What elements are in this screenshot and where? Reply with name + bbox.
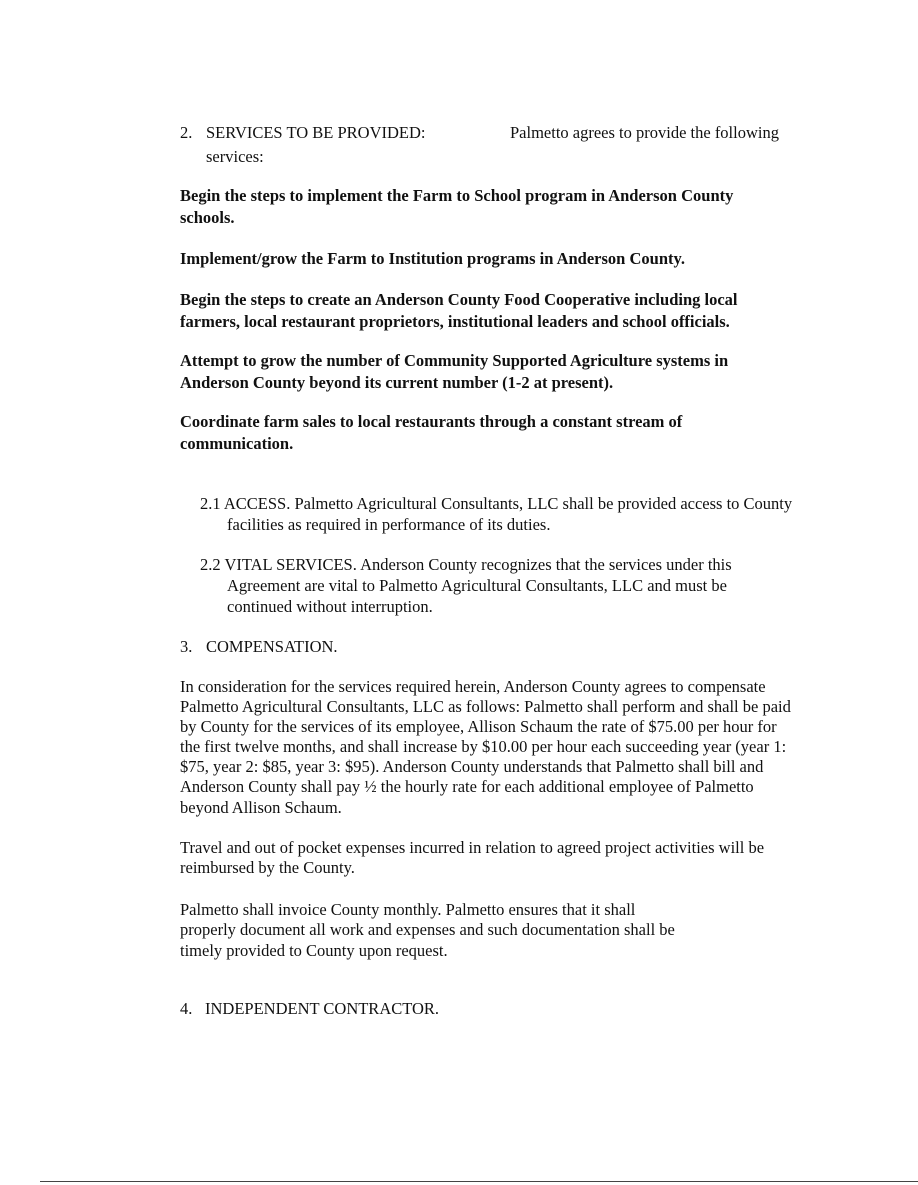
compensation-para-2-line-1: Travel and out of pocket expenses incurred in relation to agreed project activities will be: [180, 838, 765, 857]
compensation-para-1-line-3: by County for the services of its employee, Allison Schaum the rate of $75.00 per hour for: [180, 717, 777, 736]
section-2-number: 2.: [180, 123, 193, 142]
section-3-number: 3.: [180, 637, 193, 656]
compensation-para-1-line-5: $75, year 2: $85, year 3: $95). Anderson County understands that Palmetto shall bill and: [180, 757, 764, 776]
subsection-2-2-line-2: Agreement are vital to Palmetto Agricultural Consultants, LLC and must be: [227, 576, 727, 595]
compensation-para-1-line-1: In consideration for the services required herein, Anderson County agrees to compensate: [180, 677, 766, 696]
subsection-2-1-line-2: facilities as required in performance of its duties.: [227, 515, 551, 534]
service-item-5-line-1: Coordinate farm sales to local restaurants through a constant stream of: [180, 412, 683, 431]
subsection-2-2-line-1: 2.2 VITAL SERVICES. Anderson County recognizes that the services under this: [200, 555, 732, 574]
service-item-2-line-1: Implement/grow the Farm to Institution programs in Anderson County.: [180, 249, 685, 268]
service-item-1-line-1: Begin the steps to implement the Farm to School program in Anderson County: [180, 186, 734, 205]
section-2-heading: SERVICES TO BE PROVIDED:: [206, 123, 426, 142]
subsection-2-2-line-3: continued without interruption.: [227, 597, 433, 616]
service-item-1-line-2: schools.: [180, 208, 235, 227]
service-item-4-line-2: Anderson County beyond its current number (1-2 at present).: [180, 373, 614, 392]
section-2-intro-continued: services:: [206, 147, 264, 166]
compensation-para-3-line-3: timely provided to County upon request.: [180, 941, 448, 960]
section-4-number: 4.: [180, 999, 193, 1018]
compensation-para-3-line-1: Palmetto shall invoice County monthly. Palmetto ensures that it shall: [180, 900, 636, 919]
compensation-para-1-line-4: the first twelve months, and shall increase by $10.00 per hour each succeeding year (year 1:: [180, 737, 787, 756]
section-4-heading: INDEPENDENT CONTRACTOR.: [205, 999, 440, 1018]
compensation-para-1-line-2: Palmetto Agricultural Consultants, LLC as follows: Palmetto shall perform and shall be paid: [180, 697, 791, 716]
service-item-4-line-1: Attempt to grow the number of Community Supported Agriculture systems in: [180, 351, 729, 370]
section-2-intro: Palmetto agrees to provide the following: [510, 123, 779, 142]
service-item-5-line-2: communication.: [180, 434, 294, 453]
subsection-2-1-line-1: 2.1 ACCESS. Palmetto Agricultural Consultants, LLC shall be provided access to County: [200, 494, 793, 513]
section-3-heading: COMPENSATION.: [206, 637, 338, 656]
service-item-3-line-1: Begin the steps to create an Anderson County Food Cooperative including local: [180, 290, 738, 309]
compensation-para-1-line-6: Anderson County shall pay ½ the hourly rate for each additional employee of Palmetto: [180, 777, 754, 796]
compensation-para-3-line-2: properly document all work and expenses and such documentation shall be: [180, 920, 675, 939]
compensation-para-2-line-2: reimbursed by the County.: [180, 858, 355, 877]
compensation-para-1-line-7: beyond Allison Schaum.: [180, 798, 342, 817]
page-bottom-rule: [40, 1181, 918, 1182]
service-item-3-line-2: farmers, local restaurant proprietors, institutional leaders and school officials.: [180, 312, 730, 331]
